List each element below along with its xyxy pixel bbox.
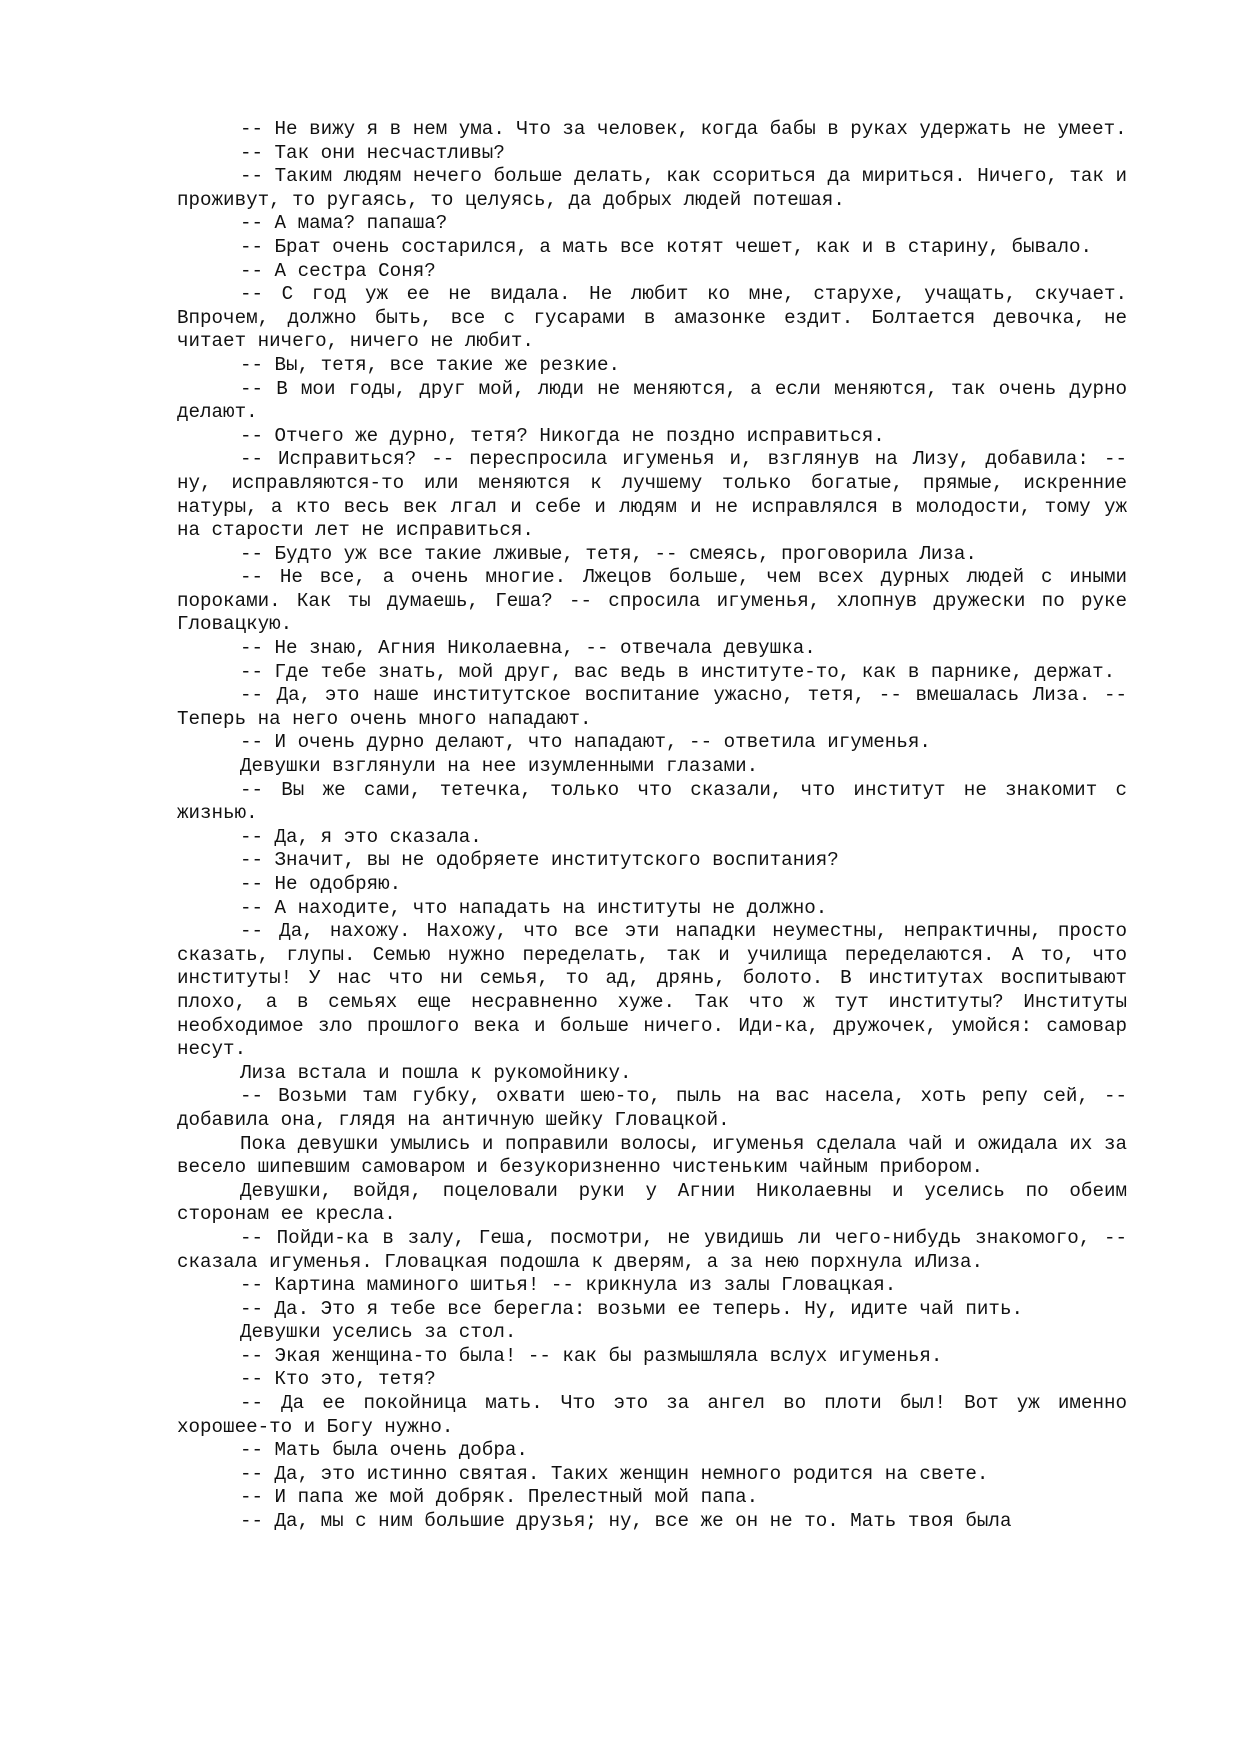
paragraph: -- И очень дурно делают, что нападают, -- ответила игуменья. (240, 731, 931, 754)
paragraph: -- Значит, вы не одобряете институтского воспитания? (240, 849, 839, 872)
paragraph: -- Исправиться? -- переспросила игуменья и, взглянув на Лизу, добавила: -- ну, исправляются-то или меняются к лучшему только богатые, прямые, искренние натуры, а кто весь век лгал и себе и людям и не исправлялся в молодости, тому уж на старости лет не исправиться. (177, 448, 1127, 542)
paragraph: Пока девушки умылись и поправили волосы, игуменья сделала чай и ожидала их за весело шипевшим самоваром и безукоризненно чистеньким чайным прибором. (177, 1132, 1127, 1179)
paragraph: -- Отчего же дурно, тетя? Никогда не поздно исправиться. (240, 424, 885, 447)
paragraph: -- Кто это, тетя? (240, 1368, 436, 1391)
paragraph: -- Будто уж все такие лживые, тетя, -- смеясь, проговорила Лиза. (240, 542, 977, 565)
document-page (177, 118, 1127, 1534)
paragraph: -- Вы же сами, тетечка, только что сказали, что институт не знакомит с жизнью. (177, 778, 1127, 825)
paragraph: -- Не одобряю. (240, 873, 402, 895)
paragraph: -- Мать была очень добра. (240, 1439, 528, 1462)
paragraph: -- Картина маминого шитья! -- крикнула из залы Гловацкая. (240, 1274, 897, 1297)
paragraph: -- Брат очень состарился, а мать все котят чешет, как и в старину, бывало. (240, 235, 1093, 258)
paragraph: -- И папа же мой добряк. Прелестный мой папа. (240, 1486, 759, 1509)
paragraph: -- Да, это истинно святая. Таких женщин немного родится на свете. (240, 1462, 989, 1485)
paragraph: -- Пойди-ка в залу, Геша, посмотри, не увидишь ли чего-нибудь знакомого, -- сказала игуменья. Гловацкая подошла к дверям, а за нею порхнула иЛиза. (177, 1226, 1127, 1273)
paragraph: -- А мама? папаша? (240, 212, 448, 235)
paragraph: -- Не все, а очень многие. Лжецов больше, чем всех дурных людей с иными пороками. Как ты думаешь, Геша? -- спросила игуменья, хлопнув дружески по руке Гловацкую. (177, 566, 1127, 636)
paragraph: -- Возьми там губку, охвати шею-то, пыль на вас насела, хоть репу сей, -- добавила она, глядя на античную шейку Гловацкой. (177, 1085, 1127, 1131)
paragraph: -- Да, нахожу. Нахожу, что все эти нападки неуместны, непрактичны, просто сказать, глупы. Семью нужно переделать, так и училища переделаются. А то, что институты! У нас что ни семья, то ад, дрянь, болото. В институтах воспитывают плохо, а в семьях еще несравненно хуже. Так что ж тут институты? Институты необходимое зло прошлого века и больше ничего. Иди-ка, дружочек, умойся: самовар несут. (177, 920, 1127, 1061)
paragraph: -- Где тебе знать, мой друг, вас ведь в институте-то, как в парнике, держат. (240, 660, 1116, 683)
paragraph: Девушки уселись за стол. (240, 1321, 517, 1344)
paragraph: -- Таким людям нечего больше делать, как ссориться да мириться. Ничего, так и проживут, то ругаясь, то целуясь, да добрых людей потешая. (177, 165, 1127, 211)
paragraph: -- Экая женщина-то была! -- как бы размышляла вслух игуменья. (240, 1344, 943, 1367)
paragraph: -- Да. Это я тебе все берегла: возьми ее теперь. Ну, идите чай пить. (240, 1297, 1023, 1320)
paragraph: -- А сестра Соня? (240, 259, 436, 282)
paragraph: -- Да, мы с ним большие друзья; ну, все же он не то. Мать твоя была (240, 1510, 1012, 1533)
paragraph: -- Вы, тетя, все такие же резкие. (240, 353, 620, 376)
paragraph: -- А находите, что нападать на институты не должно. (240, 896, 828, 919)
paragraph: -- Да ее покойница мать. Что это за ангел во плоти был! Вот уж именно хорошее-то и Богу нужно. (177, 1392, 1127, 1438)
paragraph: Девушки взглянули на нее изумленными глазами. (240, 755, 759, 778)
paragraph: -- С год уж ее не видала. Не любит ко мне, старухе, учащать, скучает. Впрочем, должно быть, все с гусарами в амазонке ездит. Болтается девочка, не читает ничего, ничего не любит. (177, 283, 1127, 353)
paragraph: Лиза встала и пошла к рукомойнику. (240, 1061, 632, 1084)
paragraph: -- Не вижу я в нем ума. Что за человек, когда бабы в руках удержать не умеет. (240, 118, 1127, 140)
paragraph: -- Так они несчастливы? (240, 141, 505, 164)
paragraph: Девушки, войдя, поцеловали руки у Агнии Николаевны и уселись по обеим сторонам ее кресла. (177, 1179, 1127, 1226)
paragraph: -- Не знаю, Агния Николаевна, -- отвечала девушка. (240, 637, 816, 660)
paragraph: -- В мои годы, друг мой, люди не меняются, а если меняются, так очень дурно делают. (177, 377, 1127, 424)
paragraph: -- Да, это наше институтское воспитание ужасно, тетя, -- вмешалась Лиза. -- Теперь на него очень много нападают. (177, 684, 1127, 730)
paragraph: -- Да, я это сказала. (240, 825, 482, 848)
